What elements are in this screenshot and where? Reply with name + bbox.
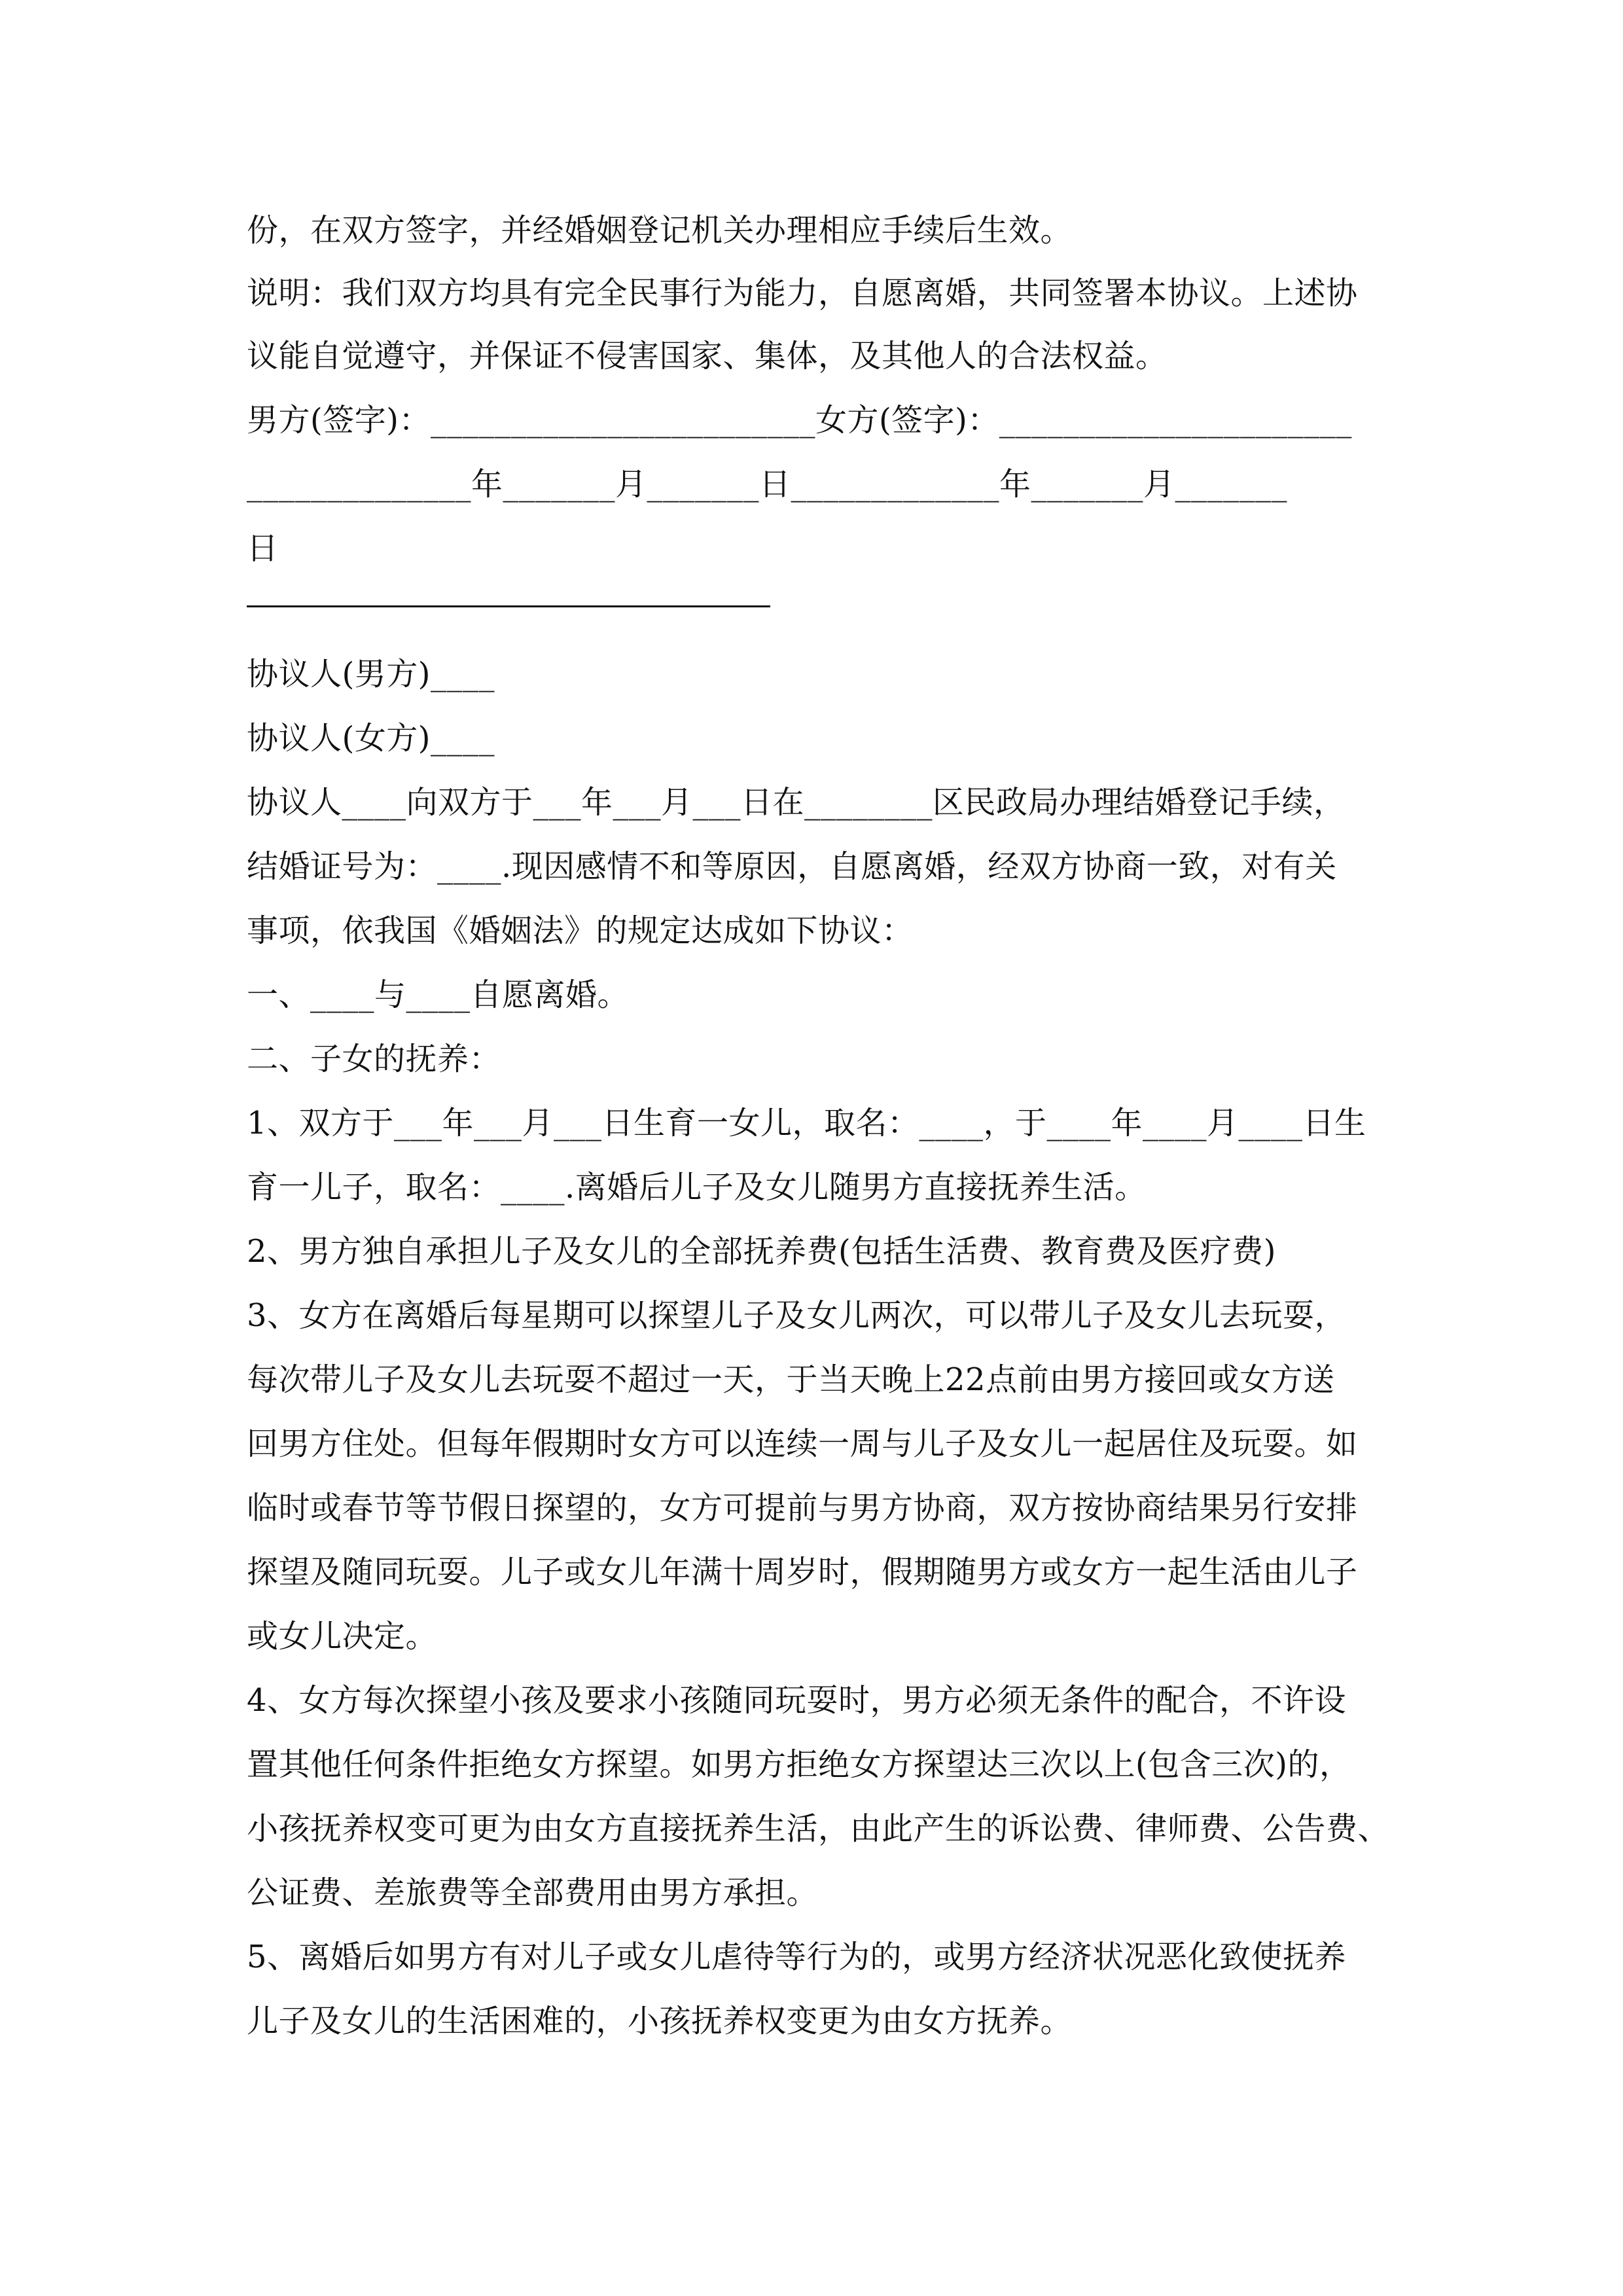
party-male-line: 协议人(男方)____ [247, 656, 495, 692]
clause-1-line: 一、____与____自愿离婚。 [247, 977, 630, 1013]
item-4-line-1: 4、女方每次探望小孩及要求小孩随同玩耍时，男方必须无条件的配合，不许设 [247, 1682, 1347, 1719]
paragraph-line-effective: 份，在双方签字，并经婚姻登记机关办理相应手续后生效。 [247, 212, 1073, 249]
intro-line-1: 协议人____向双方于___年___月___日在________区民政局办理结婚登记手续， [247, 784, 1346, 821]
paragraph-line-statement-1: 说明：我们双方均具有完全民事行为能力，自愿离婚，共同签署本协议。上述协 [247, 275, 1358, 312]
item-3-line-2: 每次带儿子及女儿去玩耍不超过一天，于当天晚上22点前由男方接回或女方送 [247, 1361, 1335, 1398]
section-divider [247, 605, 770, 607]
date-line: ______________年_______月_______日_____________年_______月_______ [247, 466, 1288, 503]
party-female-line: 协议人(女方)____ [247, 720, 495, 757]
item-4-line-4: 公证费、差旅费等全部费用由男方承担。 [247, 1874, 819, 1911]
paragraph-line-statement-2: 议能自觉遵守，并保证不侵害国家、集体，及其他人的合法权益。 [247, 338, 1168, 374]
item-5-line-1: 5、离婚后如男方有对儿子或女儿虐待等行为的，或男方经济状况恶化致使抚养 [247, 1939, 1347, 1975]
item-4-line-3: 小孩抚养权变可更为由女方直接抚养生活，由此产生的诉讼费、律师费、公告费、 [247, 1810, 1390, 1847]
item-5-line-2: 儿子及女儿的生活困难的，小孩抚养权变更为由女方抚养。 [247, 2003, 1073, 2039]
clause-2-heading: 二、子女的抚养： [247, 1041, 501, 1077]
item-4-line-2: 置其他任何条件拒绝女方探望。如男方拒绝女方探望达三次以上(包含三次)的， [247, 1746, 1351, 1783]
item-1-line-2: 育一儿子，取名：____.离婚后儿子及女儿随男方直接抚养生活。 [247, 1169, 1147, 1206]
item-3-line-1: 3、女方在离婚后每星期可以探望儿子及女儿两次，可以带儿子及女儿去玩耍， [247, 1297, 1347, 1334]
signature-line: 男方(签字)：________________________女方(签字)：______________________ [247, 402, 1352, 439]
intro-line-3: 事项，依我国《婚姻法》的规定达成如下协议： [247, 912, 914, 949]
item-3-line-4: 临时或春节等节假日探望的，女方可提前与男方协商，双方按协商结果另行安排 [247, 1490, 1358, 1526]
item-3-line-6: 或女儿决定。 [247, 1618, 438, 1655]
date-line-day: 日 [247, 530, 279, 567]
item-3-line-5: 探望及随同玩耍。儿子或女儿年满十周岁时，假期随男方或女方一起生活由儿子 [247, 1554, 1358, 1590]
item-3-line-3: 回男方住处。但每年假期时女方可以连续一周与儿子及女儿一起居住及玩耍。如 [247, 1426, 1358, 1462]
intro-line-2: 结婚证号为：____.现因感情不和等原因，自愿离婚，经双方协商一致，对有关 [247, 848, 1337, 885]
item-2-line: 2、男方独自承担儿子及女儿的全部抚养费(包括生活费、教育费及医疗费) [247, 1233, 1276, 1270]
item-1-line-1: 1、双方于___年___月___日生育一女儿，取名：____，于____年____月____日生 [247, 1105, 1366, 1141]
